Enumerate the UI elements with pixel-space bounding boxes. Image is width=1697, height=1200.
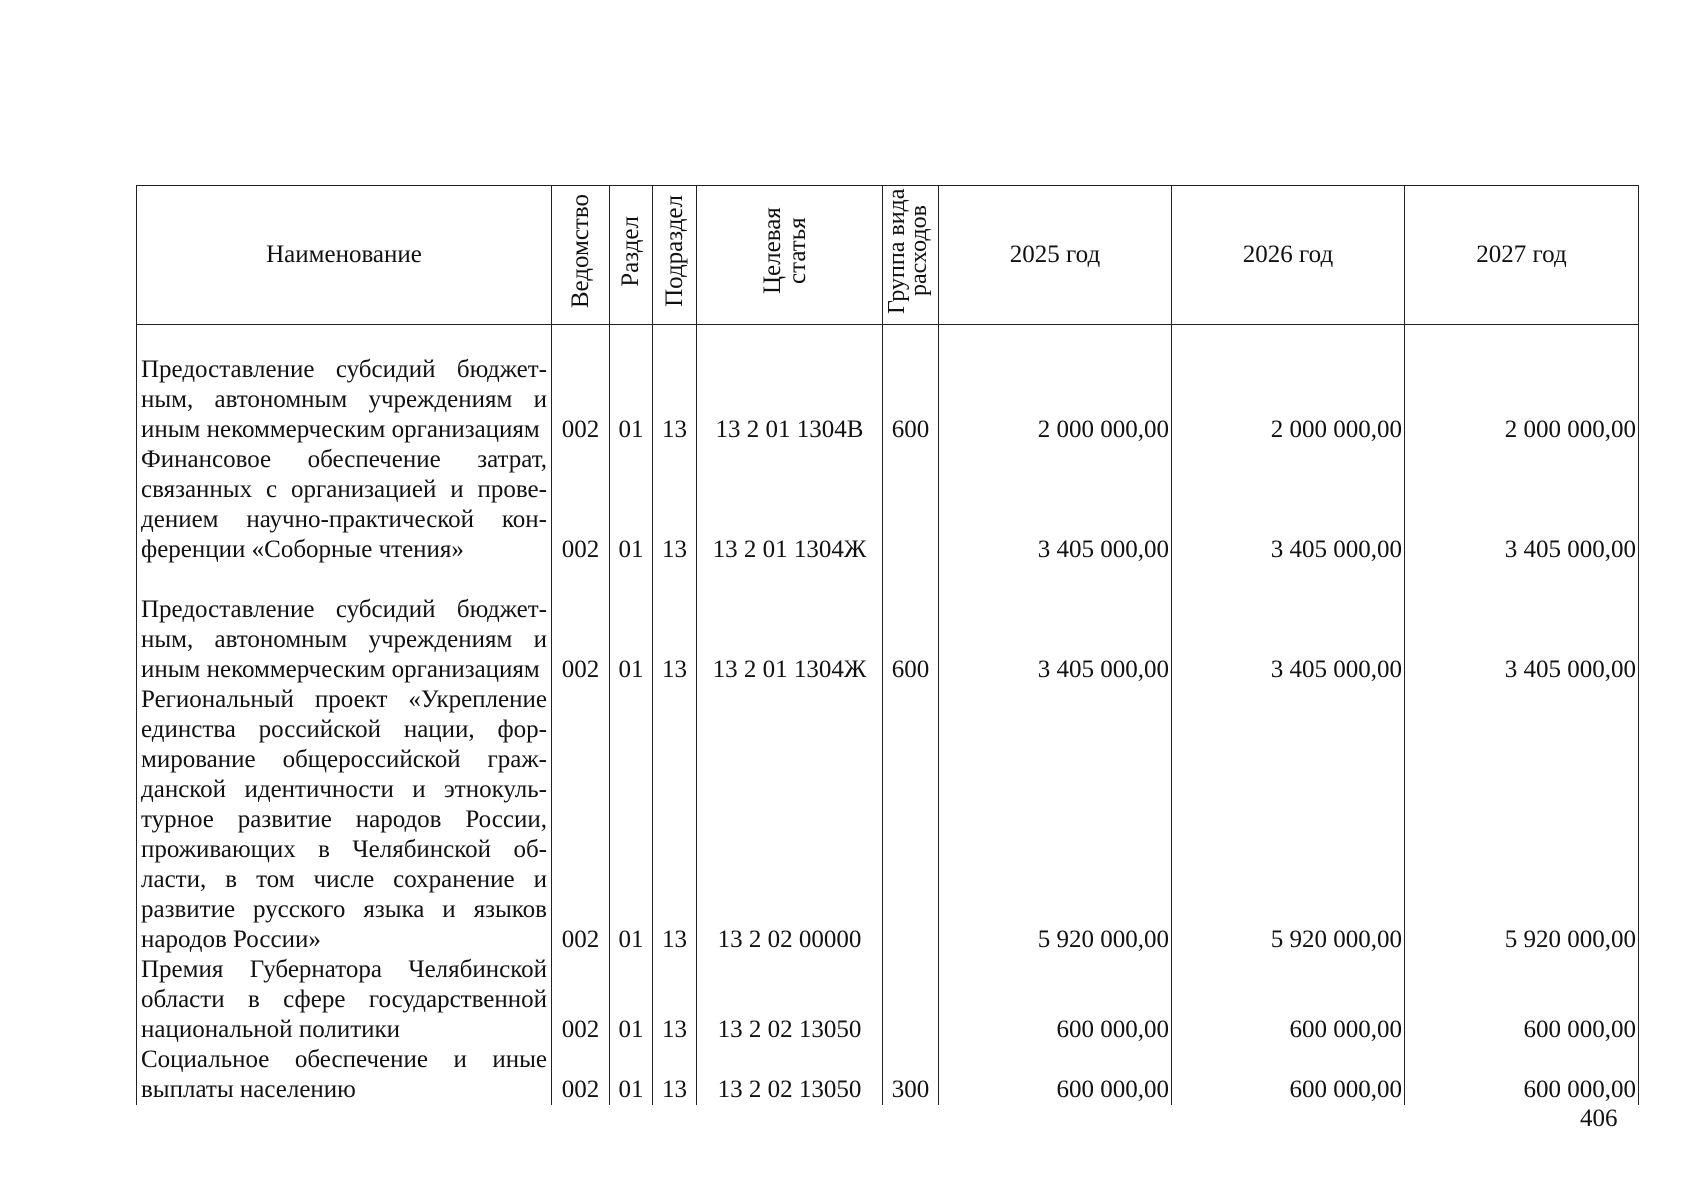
header-year-2027-label: 2027 год xyxy=(1476,241,1567,268)
row-year-2027: 3 405 000,00 xyxy=(1405,445,1639,565)
header-department-label: Ведомство xyxy=(566,193,594,309)
header-subsection-label: Подраздел xyxy=(660,195,688,307)
row-department: 002 xyxy=(552,565,610,685)
row-section: 01 xyxy=(610,565,653,685)
row-subsection: 13 xyxy=(653,325,697,445)
row-year-2026: 600 000,00 xyxy=(1172,1045,1405,1105)
row-year-2025: 600 000,00 xyxy=(939,955,1172,1045)
row-expense-group xyxy=(883,955,939,1045)
table-row xyxy=(137,445,1639,565)
row-target-article: 13 2 01 1304Ж xyxy=(697,565,883,685)
row-year-2027: 3 405 000,00 xyxy=(1405,565,1639,685)
row-year-2025: 3 405 000,00 xyxy=(939,445,1172,565)
header-year-2026 xyxy=(1172,186,1405,325)
header-row xyxy=(137,186,1639,325)
header-year-2026-label: 2026 год xyxy=(1242,241,1334,268)
row-year-2026: 3 405 000,00 xyxy=(1172,565,1405,685)
header-year-2025 xyxy=(939,186,1172,325)
row-subsection: 13 xyxy=(653,1045,697,1105)
row-section: 01 xyxy=(610,445,653,565)
header-expense-group xyxy=(883,186,939,325)
header-name xyxy=(137,186,552,325)
row-subsection: 13 xyxy=(653,955,697,1045)
row-year-2026: 5 920 000,00 xyxy=(1172,685,1405,955)
page-number: 406 xyxy=(1580,1105,1618,1132)
row-target-article: 13 2 01 1304В xyxy=(697,325,883,445)
header-target-article xyxy=(697,186,883,325)
row-expense-group xyxy=(883,445,939,565)
row-target-article: 13 2 02 00000 xyxy=(697,685,883,955)
table-row xyxy=(137,955,1639,1045)
row-year-2025: 3 405 000,00 xyxy=(939,565,1172,685)
row-name: Предоставление субсидий бюджетным, автономным учреждениям и иным некоммерческим организациям xyxy=(137,325,552,445)
header-department xyxy=(552,186,610,325)
table-row xyxy=(137,685,1639,955)
row-year-2025: 2 000 000,00 xyxy=(939,325,1172,445)
row-department: 002 xyxy=(552,1045,610,1105)
row-department: 002 xyxy=(552,955,610,1045)
row-expense-group: 600 xyxy=(883,325,939,445)
row-subsection: 13 xyxy=(653,685,697,955)
header-year-2025-label: 2025 год xyxy=(1009,241,1101,268)
row-year-2026: 600 000,00 xyxy=(1172,955,1405,1045)
row-name: Финансовое обеспечение затрат, связанных с организацией и проведением научно-практической конференции «Соборные чтения» xyxy=(137,445,552,565)
row-target-article: 13 2 02 13050 xyxy=(697,1045,883,1105)
header-target-article-label: Целевая статья xyxy=(758,207,811,295)
row-year-2027: 600 000,00 xyxy=(1405,955,1639,1045)
row-section: 01 xyxy=(610,955,653,1045)
row-section: 01 xyxy=(610,1045,653,1105)
table-row xyxy=(137,565,1639,685)
header-name-label: Наименование xyxy=(266,241,422,268)
header-expense-group-label: Группа вида расходов xyxy=(883,188,932,314)
row-expense-group xyxy=(883,685,939,955)
row-year-2027: 5 920 000,00 xyxy=(1405,685,1639,955)
row-year-2027: 2 000 000,00 xyxy=(1405,325,1639,445)
row-subsection: 13 xyxy=(653,565,697,685)
table-row xyxy=(137,1045,1639,1105)
row-subsection: 13 xyxy=(653,445,697,565)
row-department: 002 xyxy=(552,325,610,445)
row-expense-group: 600 xyxy=(883,565,939,685)
budget-table xyxy=(136,185,1639,1105)
table-row xyxy=(137,325,1639,445)
row-target-article: 13 2 01 1304Ж xyxy=(697,445,883,565)
header-section-label: Раздел xyxy=(617,215,644,287)
row-name: Региональный проект «Укрепление единства российской нации, формирование общероссийской гражданской идентичности и этнокультурное развитие народов России, проживающих в Челябинской области, в том числе сохранение и развитие русского языка и языков народов России» xyxy=(137,685,552,955)
row-year-2025: 600 000,00 xyxy=(939,1045,1172,1105)
header-subsection xyxy=(653,186,697,325)
row-year-2027: 600 000,00 xyxy=(1405,1045,1639,1105)
row-section: 01 xyxy=(610,685,653,955)
header-year-2027 xyxy=(1405,186,1639,325)
header-section xyxy=(610,186,653,325)
row-department: 002 xyxy=(552,445,610,565)
row-name: Премия Губернатора Челябинской области в сфере государственной национальной политики xyxy=(137,955,552,1045)
row-department: 002 xyxy=(552,685,610,955)
row-year-2026: 2 000 000,00 xyxy=(1172,325,1405,445)
row-name: Социальное обеспечение и иные выплаты населению xyxy=(137,1045,552,1105)
row-target-article: 13 2 02 13050 xyxy=(697,955,883,1045)
row-year-2025: 5 920 000,00 xyxy=(939,685,1172,955)
row-expense-group: 300 xyxy=(883,1045,939,1105)
row-name: Предоставление субсидий бюджетным, автономным учреждениям и иным некоммерческим организациям xyxy=(137,565,552,685)
row-year-2026: 3 405 000,00 xyxy=(1172,445,1405,565)
row-section: 01 xyxy=(610,325,653,445)
